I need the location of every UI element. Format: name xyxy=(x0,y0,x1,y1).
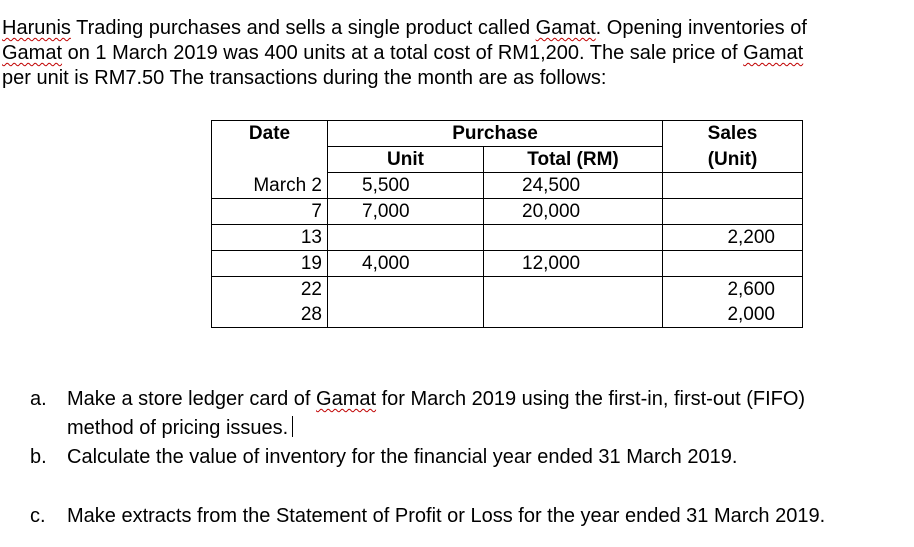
cell-sales xyxy=(663,251,803,277)
cell-date: 19 xyxy=(212,251,328,277)
cell-sales: 2,200 xyxy=(663,225,803,251)
spell-flag-gamat: Gamat xyxy=(2,42,63,64)
question-c xyxy=(30,503,826,530)
transactions-table xyxy=(211,120,803,328)
cell-date: March 2 xyxy=(212,173,328,199)
cell-date: 13 xyxy=(212,225,328,251)
question-b-marker: b. xyxy=(30,446,47,468)
question-c-marker: c. xyxy=(30,505,46,527)
header-unit: Unit xyxy=(328,147,484,173)
intro-line-2 xyxy=(2,41,907,66)
question-b-text: Calculate the value of inventory for the financial year ended 31 March 2019. xyxy=(67,446,738,468)
table-row xyxy=(212,173,803,199)
cell-date: 28 xyxy=(212,302,328,328)
cell-total: 20,000 xyxy=(484,199,663,225)
question-a-text: for March 2019 using the first-in, first-out (FIFO) xyxy=(376,388,806,410)
cell-date: 22 xyxy=(212,277,328,303)
cell-unit xyxy=(328,302,484,328)
cell-unit: 5,500 xyxy=(328,173,484,199)
cell-sales xyxy=(663,199,803,225)
text-cursor xyxy=(292,416,293,437)
cell-unit: 4,000 xyxy=(328,251,484,277)
question-a-text: method of pricing issues. xyxy=(67,417,289,439)
cell-unit xyxy=(328,277,484,303)
cell-unit: 7,000 xyxy=(328,199,484,225)
question-c-text: Make extracts from the Statement of Profit or Loss for the year ended 31 March 2019. xyxy=(67,505,826,527)
intro-line-3: per unit is RM7.50 The transactions during the month are as follows: xyxy=(2,67,607,89)
intro-text: Trading purchases and sells a single product called xyxy=(70,17,536,39)
header-sales-unit: (Unit) xyxy=(663,147,803,173)
cell-total xyxy=(484,277,663,303)
cell-total xyxy=(484,225,663,251)
cell-sales xyxy=(663,173,803,199)
question-b xyxy=(30,444,738,471)
question-a-continued xyxy=(67,415,293,442)
spell-flag-gamat: Gamat xyxy=(316,388,377,410)
table-row xyxy=(212,302,803,328)
table-row xyxy=(212,277,803,303)
table-row xyxy=(212,199,803,225)
cell-sales: 2,000 xyxy=(663,302,803,328)
header-total: Total (RM) xyxy=(484,147,663,173)
intro-paragraph xyxy=(2,16,907,91)
header-purchase: Purchase xyxy=(328,121,663,147)
intro-text: on 1 March 2019 was 400 units at a total cost of RM1,200. The sale price of xyxy=(62,42,744,64)
table-header-row xyxy=(212,121,803,147)
spell-flag-gamat: Gamat xyxy=(535,17,596,39)
intro-line-1 xyxy=(2,16,907,41)
cell-total: 12,000 xyxy=(484,251,663,277)
intro-text: . Opening inventories of xyxy=(595,17,807,39)
table-row xyxy=(212,225,803,251)
table-row xyxy=(212,251,803,277)
header-sales: Sales xyxy=(663,121,803,147)
cell-sales: 2,600 xyxy=(663,277,803,303)
spell-flag-harunis: Harunis xyxy=(2,17,71,39)
spell-flag-gamat: Gamat xyxy=(743,42,804,64)
header-date: Date xyxy=(212,121,328,173)
question-a-marker: a. xyxy=(30,388,47,410)
cell-date: 7 xyxy=(212,199,328,225)
cell-total: 24,500 xyxy=(484,173,663,199)
cell-unit xyxy=(328,225,484,251)
cell-total xyxy=(484,302,663,328)
question-a-text: Make a store ledger card of xyxy=(67,388,317,410)
question-a xyxy=(30,386,806,413)
